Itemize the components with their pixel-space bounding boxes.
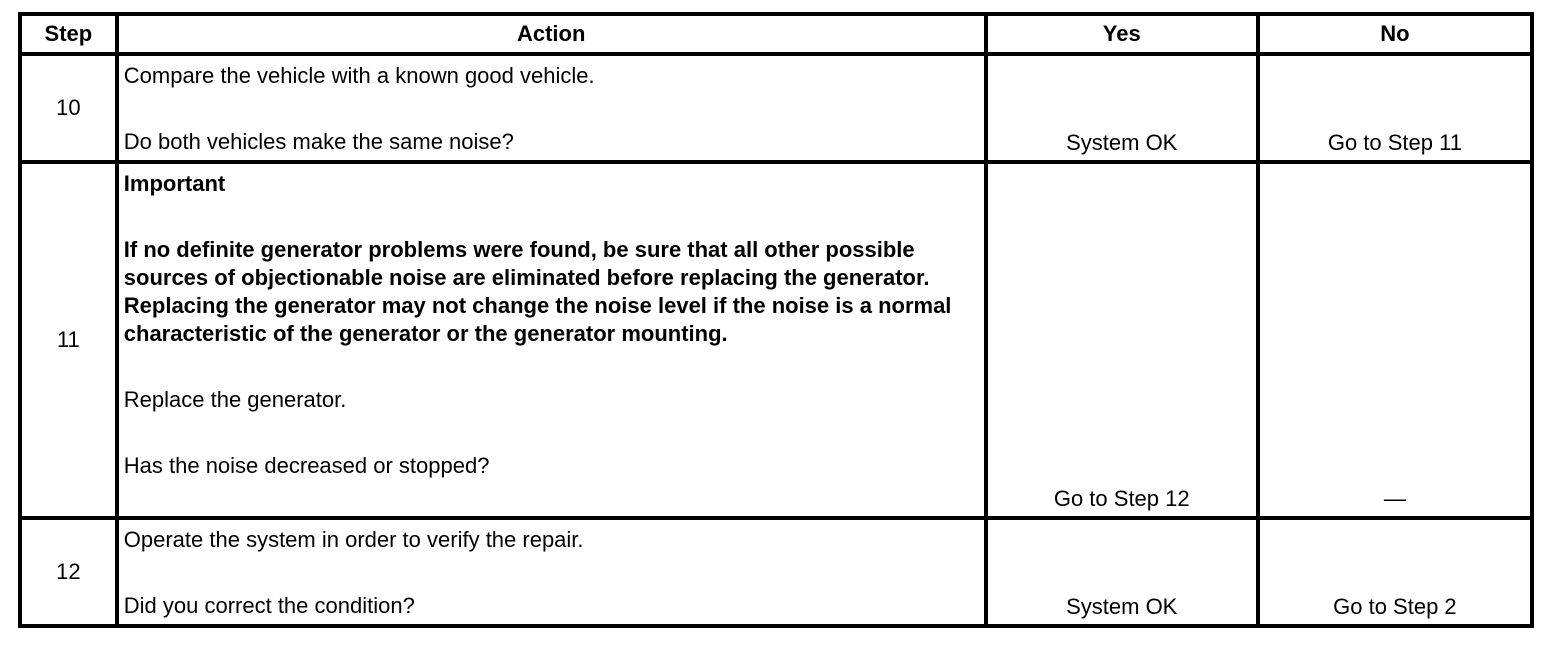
no-result: — [1258, 162, 1532, 518]
important-label: Important [123, 171, 226, 196]
yes-result: System OK [986, 518, 1258, 626]
header-row [20, 14, 1532, 54]
action-cell [117, 54, 986, 162]
action-instruction: Operate the system in order to verify the repair. [123, 527, 584, 552]
step-number: 12 [20, 518, 117, 626]
no-result: Go to Step 11 [1258, 54, 1532, 162]
action-question: Do both vehicles make the same noise? [123, 129, 514, 154]
action-question: Has the noise decreased or stopped? [123, 453, 490, 478]
header-no: No [1258, 14, 1532, 54]
step-number: 11 [20, 162, 117, 518]
table-row [20, 162, 1532, 518]
action-cell [117, 162, 986, 518]
yes-result: Go to Step 12 [986, 162, 1258, 518]
diagnostic-table [18, 12, 1534, 628]
yes-result: System OK [986, 54, 1258, 162]
table-row [20, 54, 1532, 162]
header-action: Action [117, 14, 986, 54]
step-number: 10 [20, 54, 117, 162]
header-step: Step [20, 14, 117, 54]
header-yes: Yes [986, 14, 1258, 54]
action-cell [117, 518, 986, 626]
table-row [20, 518, 1532, 626]
action-instruction: Compare the vehicle with a known good vehicle. [123, 63, 595, 88]
action-instruction: Replace the generator. [123, 387, 347, 412]
important-text: If no definite generator problems were found, be sure that all other possible sources of objectionable noise are eliminated before replacing the generator. Replacing the generator may not change the noise level if the noise is a normal characteristic of the generator or the generator mounting. [123, 237, 958, 346]
action-question: Did you correct the condition? [123, 593, 415, 618]
no-result: Go to Step 2 [1258, 518, 1532, 626]
